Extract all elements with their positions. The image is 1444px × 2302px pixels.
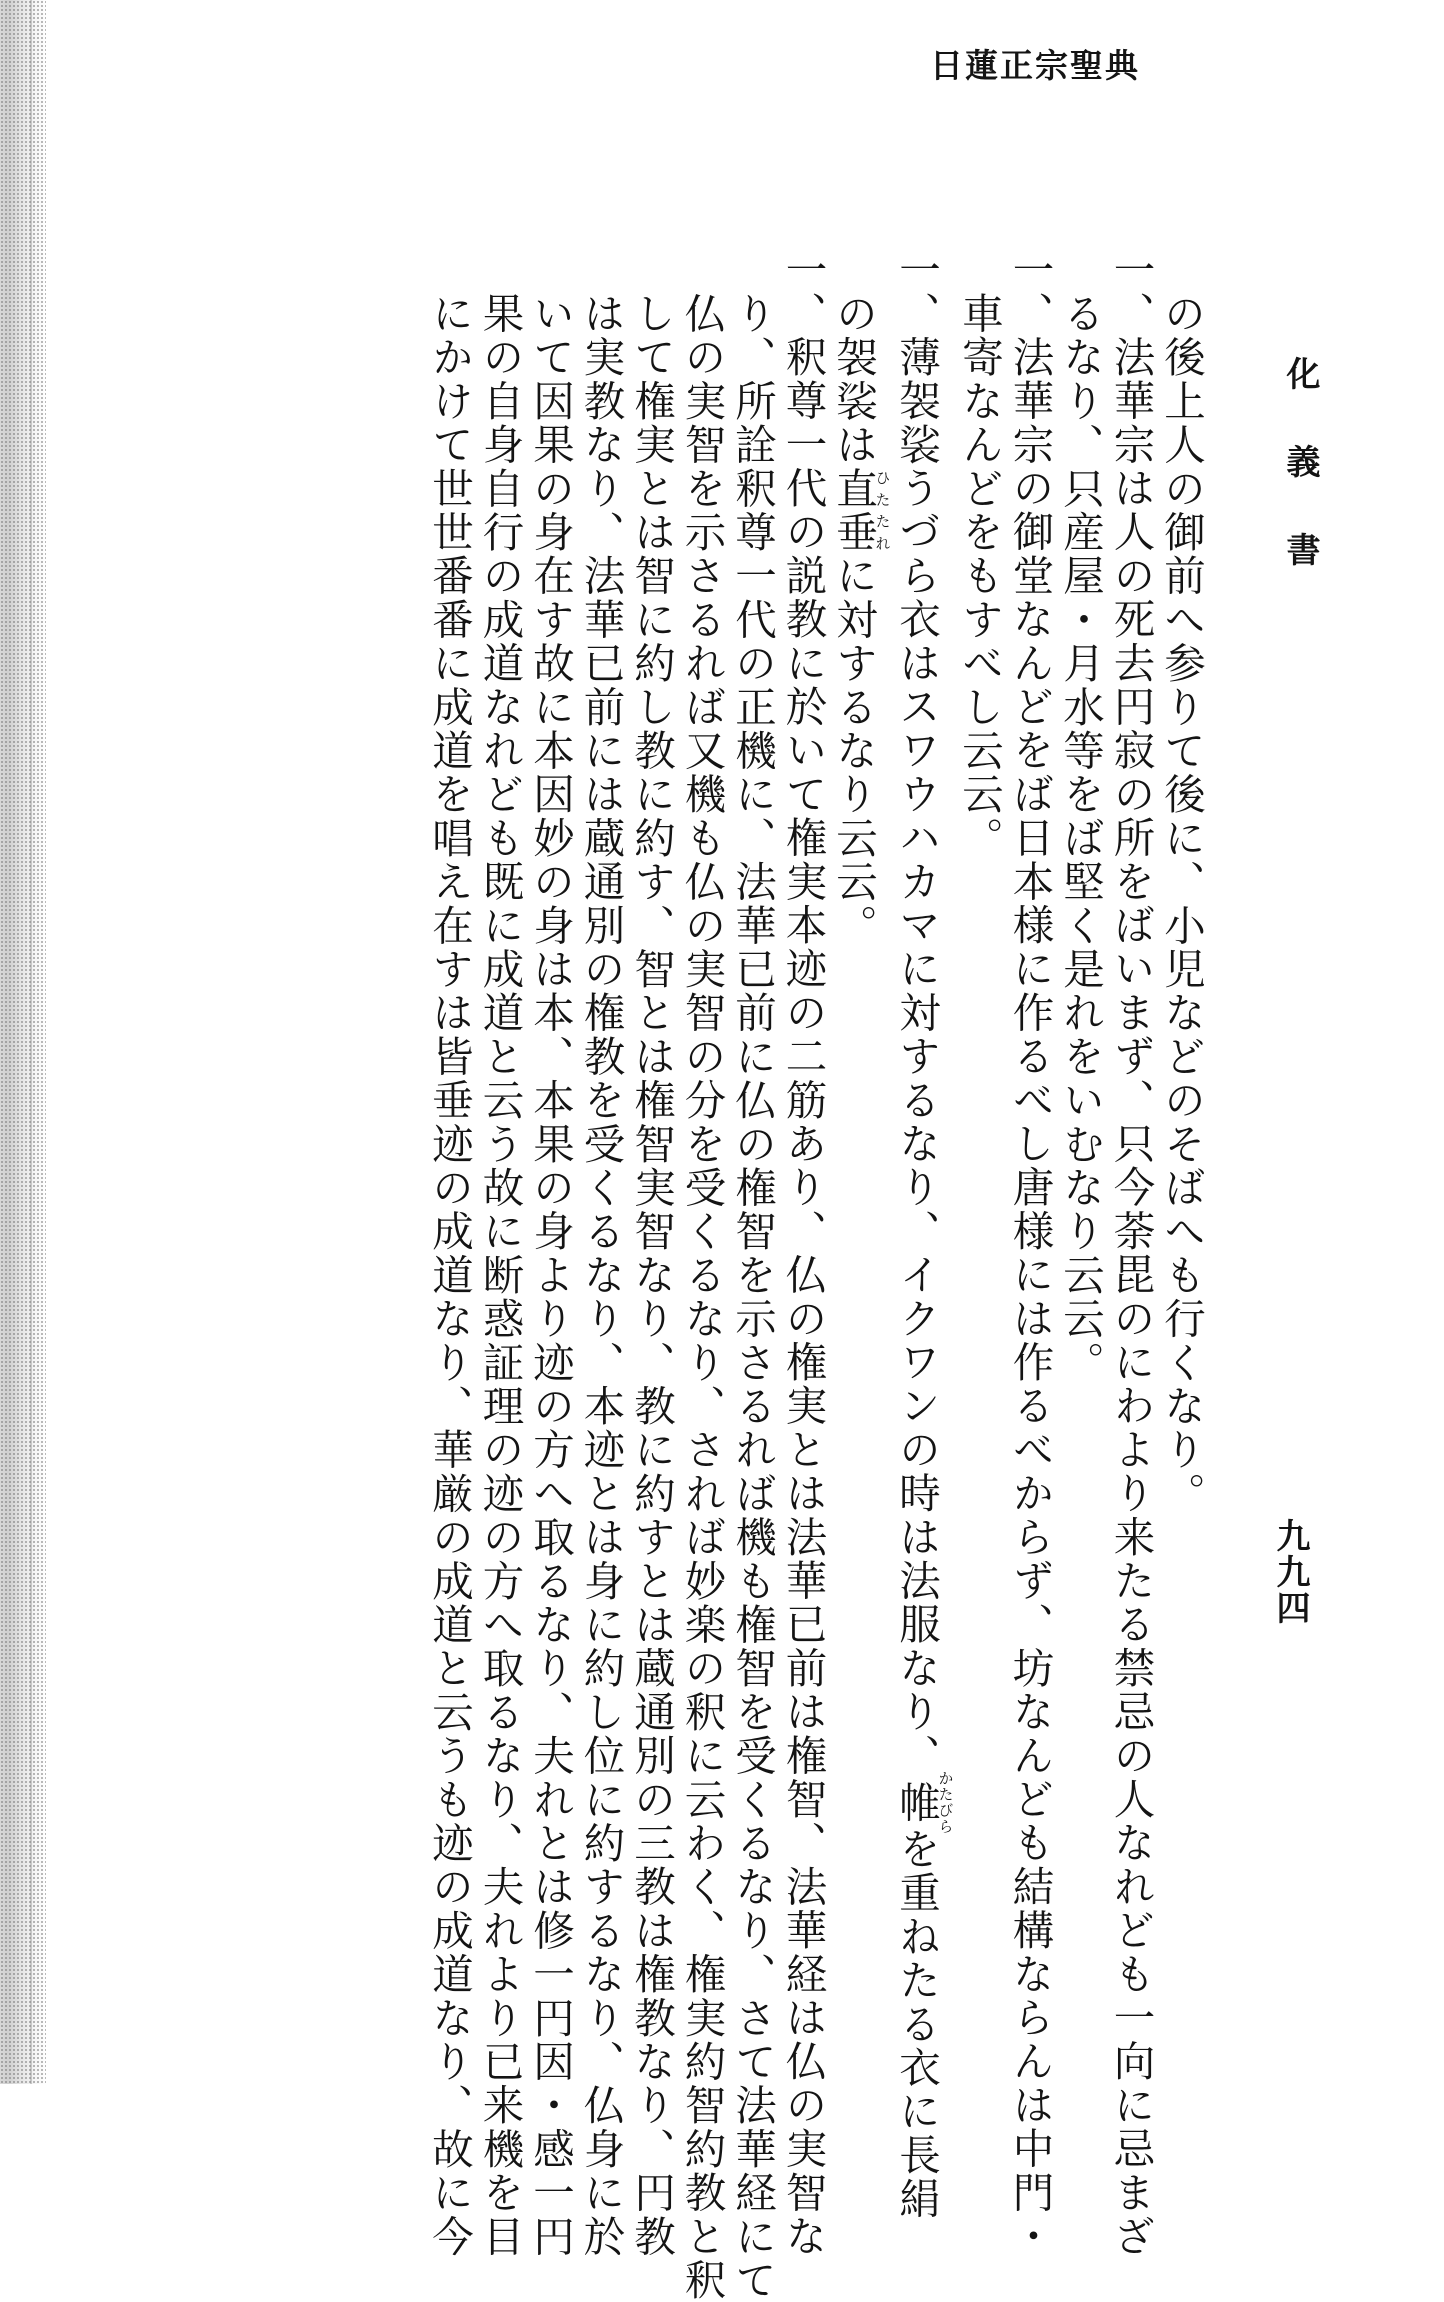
section-title: 化義書 (1280, 356, 1320, 620)
text-line-14: 果の自身自行の成道なれども既に成道と云う故に断惑証理の迹の方へ取るなり、夫れより已来機を目 (475, 292, 525, 2259)
vertical-text-body (206, 248, 1206, 2302)
ruby-katabira-base: 帷 (892, 1770, 941, 1835)
book-binding-edge (0, 0, 46, 2084)
running-head: 日蓮正宗聖典 (930, 46, 1140, 85)
text-line-6-after: を重ねたる衣に長絹 (892, 1827, 941, 2221)
ruby-hitatare-base: 直垂 (829, 466, 878, 555)
ruby-katabira-reading: かたびら (936, 1770, 955, 1835)
text-line-7-after: に対するなり云云。 (829, 554, 878, 948)
text-line-7-before: の袈裟は (829, 292, 878, 467)
binding-shadow-line (30, 0, 32, 2084)
text-line-12: は実教なり、法華已前には蔵通別の権教を受くるなり、本迹とは身に約し位に約するなり、仏身に於 (576, 292, 626, 2259)
text-line-5: 車寄なんどをもすべし云云。 (955, 292, 1004, 861)
text-line-9: り、所詮釈尊一代の正機に、法華已前に仏の権智を示さるれば機も権智を受くるなり、さて法華経にて (728, 292, 777, 2302)
text-line-6 (891, 248, 955, 2221)
text-line-4: 一、法華宗の御堂なんどをば日本様に作るべし唐様には作るべからず、坊なんども結構ならんは中門・ (1005, 248, 1055, 2259)
text-line-10: 仏の実智を示さるれば又機も仏の実智の分を受くるなり、されば妙楽の釈に云わく、権実約智約教と釈 (677, 292, 727, 2302)
ruby-hitatare (829, 466, 892, 555)
text-line-6-before: 一、薄袈裟うづら衣はスワウハカマに対するなり、イクワンの時は法服なり、 (892, 248, 941, 1778)
text-line-3: るなり、只産屋・月水等をば堅く是れをいむなり云云。 (1056, 292, 1105, 1385)
text-line-1: の後上人の御前へ参りて後に、小児などのそばへも行くなり。 (1157, 292, 1206, 1516)
text-line-2: 一、法華宗は人の死去円寂の所をばいまず、只今荼毘のにわより来たる禁忌の人なれども一向に忌まざ (1106, 248, 1156, 2259)
text-line-13: いて因果の身在す故に本因妙の身は本、本果の身より迹の方へ取るなり、夫れとは修一円因・感一円 (526, 292, 575, 2259)
ruby-katabira (892, 1770, 955, 1835)
page-number: 九九四 (1270, 1518, 1310, 1626)
text-line-11: して権実とは智に約し教に約す、智とは権智実智なり、教に約すとは蔵通別の三教は権教なり、円教 (627, 292, 676, 2259)
text-line-15: にかけて世世番番に成道を唱え在すは皆垂迹の成道なり、華厳の成道と云うも迹の成道なり、故に今 (425, 292, 474, 2259)
text-line-8: 一、釈尊一代の説教に於いて権実本迹の二筋あり、仏の権実とは法華已前は権智、法華経は仏の実智な (778, 248, 828, 2259)
ruby-hitatare-reading: ひたたれ (873, 466, 892, 555)
text-line-7 (828, 248, 891, 2000)
